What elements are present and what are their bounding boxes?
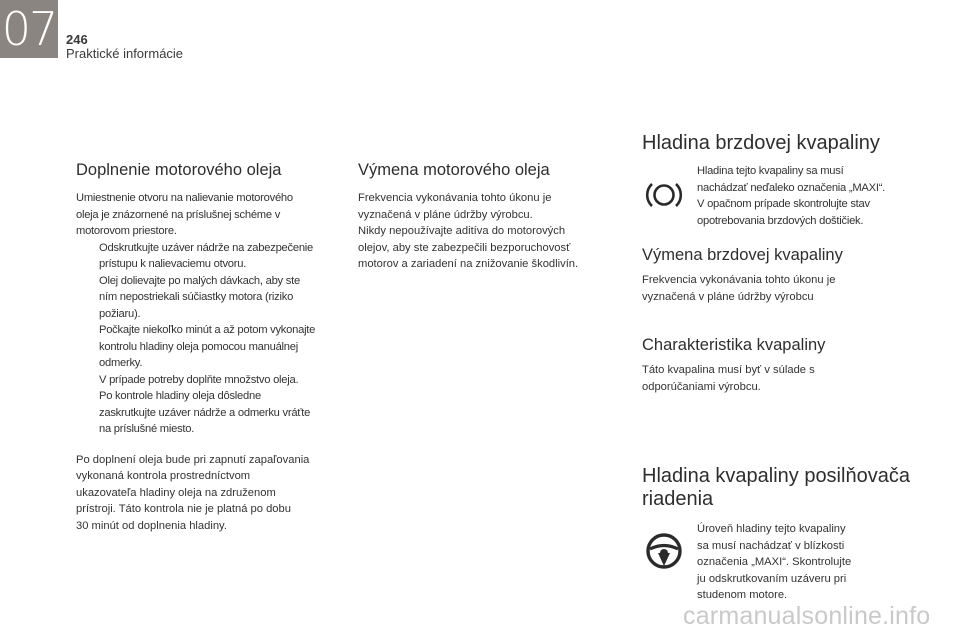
oil-change-title: Výmena motorového oleja xyxy=(358,161,550,179)
fluids-column xyxy=(642,132,917,604)
oil-change-section xyxy=(358,160,616,273)
steering-fluid-block xyxy=(642,521,917,604)
brake-fluid-text: Hladina tejto kvapaliny sa musí nachádzať neďaleko označenia „MAXI“. V opačnom prípade skontrolujte stav opotrebovania brzdových doštičiek. xyxy=(697,165,886,227)
oil-change-text: Frekvencia vykonávania tohto úkonu je vyznačená v pláne údržby výrobcu. Nikdy nepoužívajte aditíva do motorových olejov, aby ste zabezpečili bezporuchovosť motorov a zariadení na znižovanie škodlivín. xyxy=(358,192,579,270)
oil-refill-outro: Po doplnení oleja bude pri zapnutí zapaľovania vykonaná kontrola prostredníctvom ukazovateľa hladiny oleja na združenom prístroji. Táto kontrola nie je platná po dobu 30 minút od doplnenia hladiny. xyxy=(76,453,310,532)
brake-warning-icon xyxy=(642,173,686,217)
section-title: Praktické informácie xyxy=(66,46,184,61)
list-item: Po kontrole hladiny oleja dôsledne zaskrutkujte uzáver nádrže a odmerku vráťte na príslušné miesto. xyxy=(99,390,311,435)
watermark: carmanualsonline.info xyxy=(683,602,931,630)
list-item: Olej dolievajte po malých dávkach, aby ste ním nepostriekali súčiastky motora (riziko požiaru). xyxy=(99,274,300,320)
oil-refill-title: Doplnenie motorového oleja xyxy=(76,161,282,179)
oil-refill-section xyxy=(76,160,344,534)
oil-refill-intro: Umiestnenie otvoru na nalievanie motorového oleja je znázornené na príslušnej schéme v motorovom priestore. xyxy=(76,192,293,237)
brake-fluid-title: Hladina brzdovej kvapaliny xyxy=(642,132,880,154)
brake-change-title: Výmena brzdovej kvapaliny xyxy=(642,246,843,264)
list-item: Počkajte niekoľko minút a až potom vykonajte kontrolu hladiny oleja pomocou manuálnej odmerky. xyxy=(99,324,316,369)
page-number: 246 xyxy=(66,32,88,47)
oil-refill-steps xyxy=(76,240,344,438)
chapter-number: 07 xyxy=(1,2,57,56)
steering-fluid-title: Hladina kvapaliny posilňovača riadenia xyxy=(642,465,910,510)
steering-fluid-text: Úroveň hladiny tejto kvapaliny sa musí nachádzať v blízkosti označenia „MAXI“. Skontrolujte ju odskrutkovaním uzáveru pri studenom motore. xyxy=(697,523,852,601)
brake-change-text: Frekvencia vykonávania tohto úkonu je vyznačená v pláne údržby výrobcu xyxy=(642,274,836,303)
steering-wheel-icon xyxy=(642,529,686,573)
brake-fluid-block xyxy=(642,163,917,229)
fluid-spec-text: Táto kvapalina musí byť v súlade s odporúčaniami výrobcu. xyxy=(642,364,815,393)
fluid-spec-title: Charakteristika kvapaliny xyxy=(642,336,826,354)
list-item: Odskrutkujte uzáver nádrže na zabezpečenie prístupu k nalievaciemu otvoru. xyxy=(99,241,314,270)
list-item: V prípade potreby doplňte množstvo oleja. xyxy=(99,373,299,386)
